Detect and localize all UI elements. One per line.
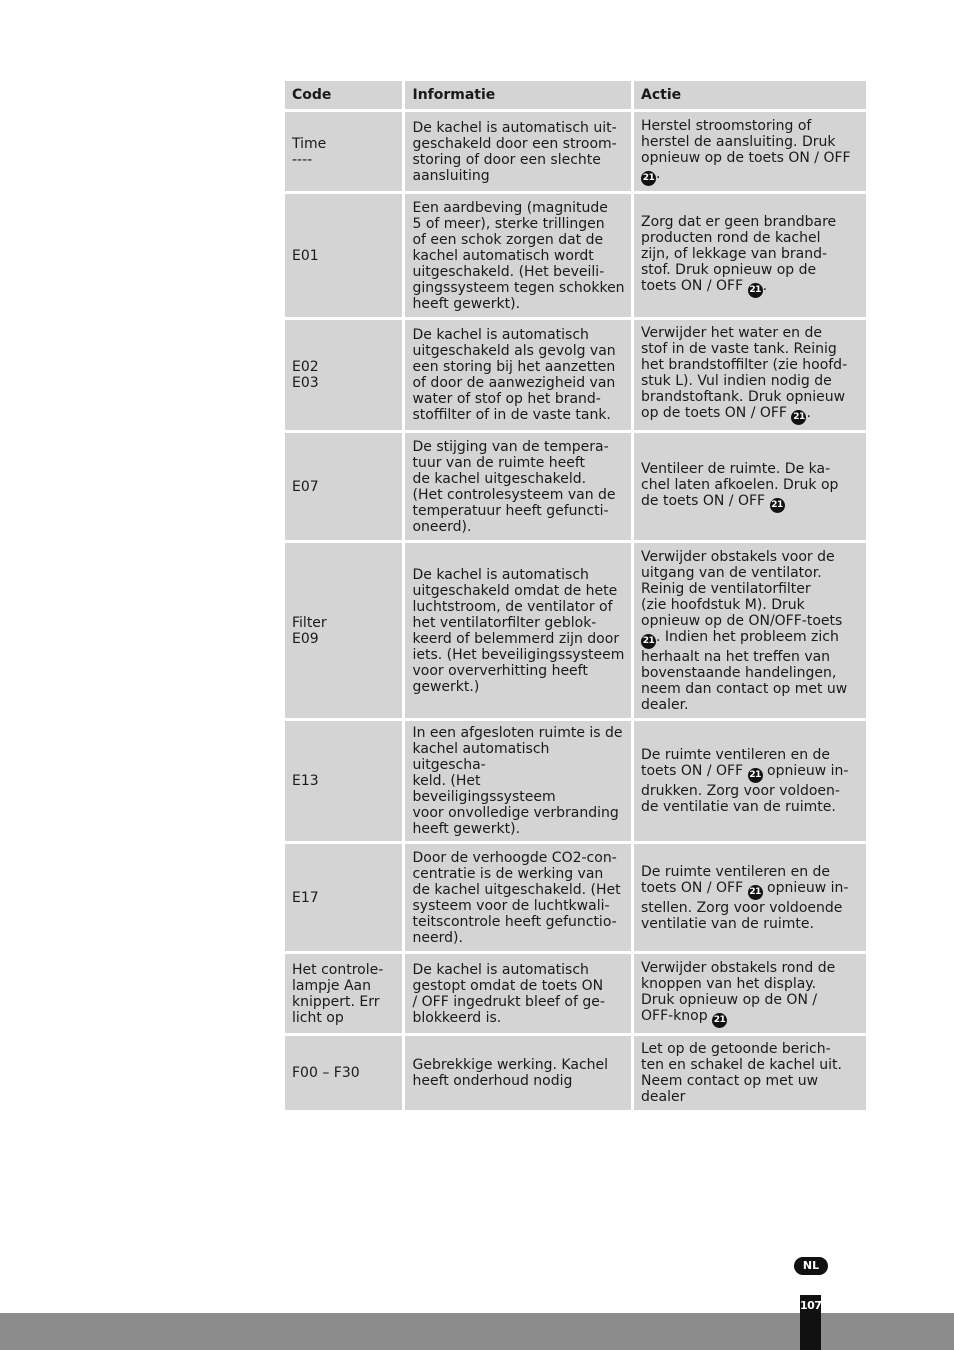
reference-21-icon: 21 [770, 498, 785, 513]
table-row [285, 721, 866, 841]
row-information: Gebrekkige werking. Kachel heeft onderhoud nodig [402, 1036, 631, 1110]
row-information: De kachel is automatisch uitgeschakeld als gevolg van een storing bij het aanzetten of door de aanwezigheid van water of stof op het brand- stoffilter of in de vaste tank. [402, 320, 631, 430]
row-code: F00 – F30 [285, 1036, 402, 1110]
row-information: Een aardbeving (magnitude 5 of meer), sterke trillingen of een schok zorgen dat de kachel automatisch wordt uitgeschakeld. (Het beveili- gingssysteem tegen schokken heeft gewerkt). [402, 194, 631, 317]
row-action: Zorg dat er geen brandbare producten rond de kachel zijn, of lekkage van brand- stof. Druk opnieuw op de toets ON / OFF 21 . [631, 194, 866, 317]
table-row [285, 543, 866, 718]
reference-21-icon: 21 [712, 1013, 727, 1028]
row-code: Het controle- lampje Aan knippert. Err licht op [285, 954, 402, 1033]
header-information: Informatie [402, 81, 631, 109]
row-code: Time ---- [285, 112, 402, 191]
header-action: Actie [631, 81, 866, 109]
table-row [285, 112, 866, 191]
table-body [285, 112, 866, 1110]
page-number: 107 [800, 1295, 821, 1350]
row-code: Filter E09 [285, 543, 402, 718]
row-information: De kachel is automatisch uitgeschakeld omdat de hete luchtstroom, de ventilator of het ventilatorfilter geblok- keerd of belemmerd zijn door iets. (Het beveiligingssysteem voor oververhitting heeft gewerkt.) [402, 543, 631, 718]
table-row [285, 433, 866, 540]
reference-21-icon: 21 [748, 283, 763, 298]
row-action: De ruimte ventileren en de toets ON / OFF 21 opnieuw in- drukken. Zorg voor voldoen- de ventilatie van de ruimte. [631, 721, 866, 841]
table-row [285, 320, 866, 430]
row-information: De kachel is automatisch gestopt omdat de toets ON / OFF ingedrukt bleef of ge- blokkeerd is. [402, 954, 631, 1033]
table-row [285, 194, 866, 317]
row-action: Verwijder obstakels rond de knoppen van het display. Druk opnieuw op de ON / OFF-knop 21 [631, 954, 866, 1033]
reference-21-icon: 21 [791, 410, 806, 425]
row-action: Verwijder het water en de stof in de vaste tank. Reinig het brandstoffilter (zie hoofd- stuk L). Vul indien nodig de brandstoftank. Druk opnieuw op de toets ON / OFF 21 . [631, 320, 866, 430]
table-row [285, 954, 866, 1033]
row-code: E01 [285, 194, 402, 317]
row-action: Let op de getoonde berich- ten en schakel de kachel uit. Neem contact op met uw dealer [631, 1036, 866, 1110]
language-badge: NL [794, 1257, 828, 1275]
row-action: Herstel stroomstoring of herstel de aansluiting. Druk opnieuw op de toets ON / OFF 21 . [631, 112, 866, 191]
row-code: E02 E03 [285, 320, 402, 430]
row-code: E13 [285, 721, 402, 841]
table-row [285, 1036, 866, 1110]
error-code-table [285, 78, 866, 1113]
row-information: De stijging van de tempera- tuur van de ruimte heeft de kachel uitgeschakeld. (Het controlesysteem van de temperatuur heeft gefuncti- oneerd). [402, 433, 631, 540]
row-information: Door de verhoogde CO2-con- centratie is de werking van de kachel uitgeschakeld. (Het systeem voor de luchtkwali- teitscontrole heeft gefunctio- neerd). [402, 844, 631, 951]
row-action: De ruimte ventileren en de toets ON / OFF 21 opnieuw in- stellen. Zorg voor voldoende ventilatie van de ruimte. [631, 844, 866, 951]
row-action: Ventileer de ruimte. De ka- chel laten afkoelen. Druk op de toets ON / OFF 21 [631, 433, 866, 540]
table-row [285, 844, 866, 951]
reference-21-icon: 21 [748, 885, 763, 900]
header-code: Code [285, 81, 402, 109]
row-information: De kachel is automatisch uit- geschakeld door een stroom- storing of door een slechte aansluiting [402, 112, 631, 191]
reference-21-icon: 21 [748, 768, 763, 783]
row-code: E07 [285, 433, 402, 540]
row-information: In een afgesloten ruimte is de kachel automatisch uitgescha- keld. (Het beveiligingssysteem voor onvolledige verbranding heeft gewerkt). [402, 721, 631, 841]
reference-21-icon: 21 [641, 634, 656, 649]
table-header-row [285, 81, 866, 109]
row-code: E17 [285, 844, 402, 951]
reference-21-icon: 21 [641, 171, 656, 186]
row-action: Verwijder obstakels voor de uitgang van de ventilator. Reinig de ventilatorfilter (zie hoofdstuk M). Druk opnieuw op de ON/OFF-toets 21 . Indien het probleem zich herhaalt na het treffen van bovenstaande handelingen, neem dan contact op met uw dealer. [631, 543, 866, 718]
